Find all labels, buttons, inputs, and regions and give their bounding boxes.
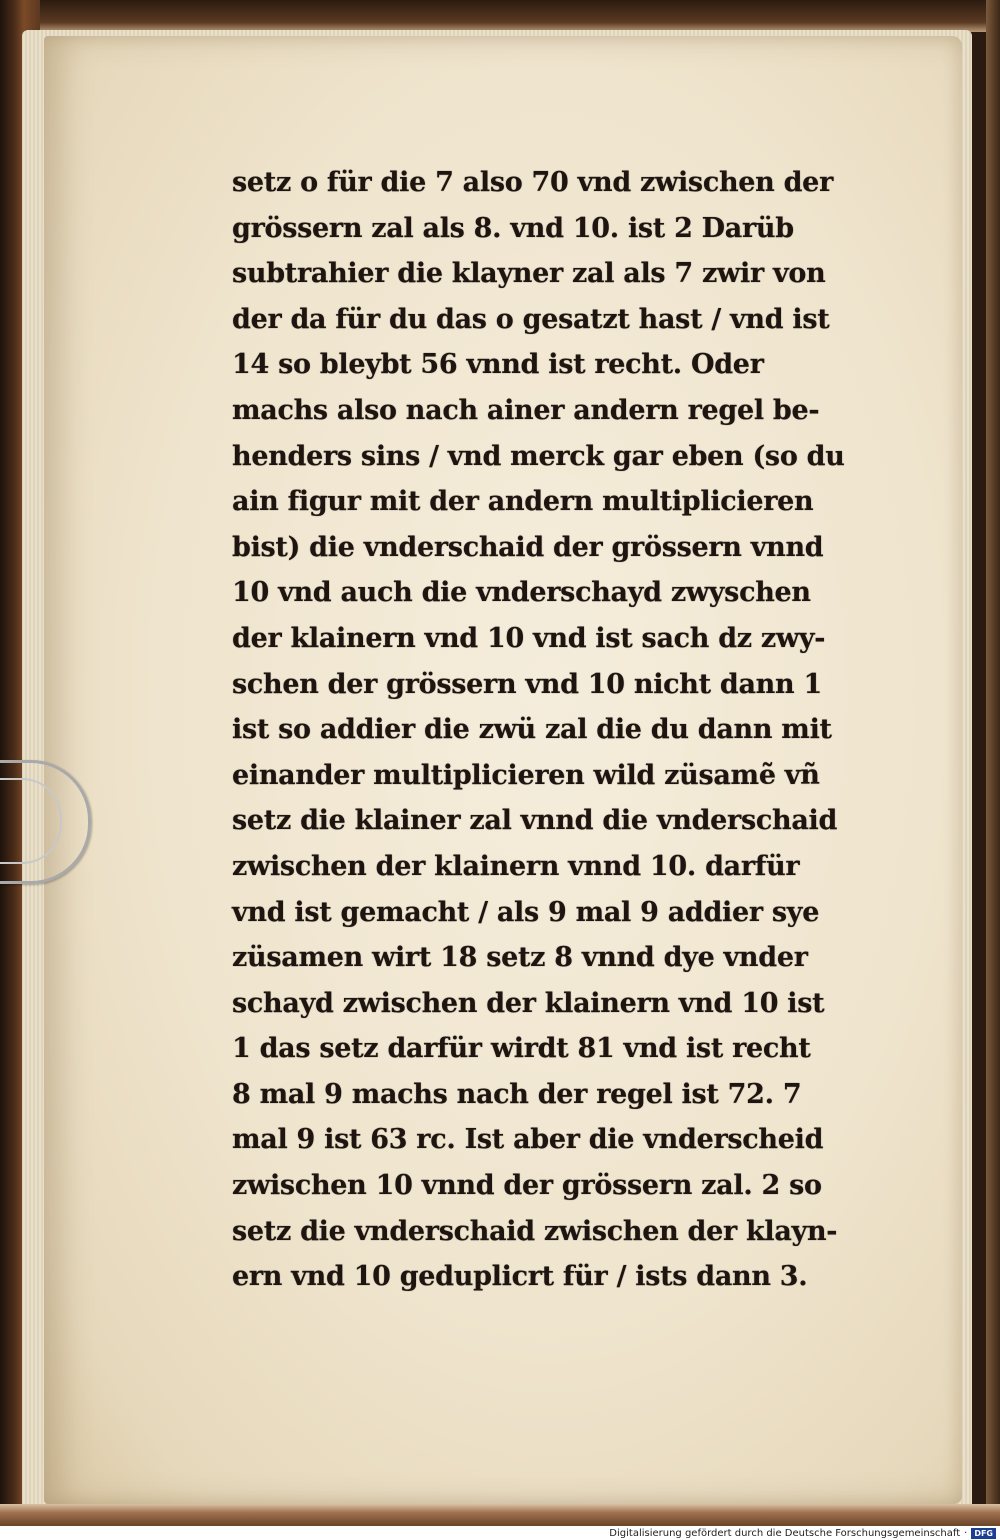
footer-credit-text: Digitalisierung gefördert durch die Deutsche Forschungsgemeinschaft <box>609 1527 961 1539</box>
text-line: einander multiplicieren wild züsamẽ vñ <box>232 759 820 791</box>
footer-credit: Digitalisierung gefördert durch die Deutsche Forschungsgemeinschaft · DFG <box>603 1526 1000 1540</box>
book-cover-edge <box>986 0 1000 1526</box>
text-line: zwischen 10 vnnd der grössern zal. 2 so <box>232 1170 822 1202</box>
text-line: 10 vnd auch die vnderschayd zwyschen <box>232 577 811 609</box>
text-line: 1 das setz darfür wirdt 81 vnd ist recht <box>232 1033 811 1065</box>
text-line: setz die vnderschaid zwischen der klayn- <box>232 1215 838 1247</box>
text-line: 14 so bleybt 56 vnnd ist recht. Oder <box>232 349 764 381</box>
text-line: machs also nach ainer andern regel be- <box>232 394 820 426</box>
text-line: der klainern vnd 10 vnd ist sach dz zwy- <box>232 622 826 654</box>
text-line: züsamen wirt 18 setz 8 vnnd dye vnder <box>232 942 808 974</box>
text-line: henders sins / vnd merck gar eben (so du <box>232 440 845 472</box>
text-line: zwischen der klainern vnnd 10. darfür <box>232 850 800 882</box>
dfg-logo-icon: DFG <box>971 1528 996 1539</box>
text-line: mal 9 ist 63 rc. Ist aber die vnderscheid <box>232 1124 824 1156</box>
text-line: 8 mal 9 machs nach der regel ist 72. 7 <box>232 1078 802 1110</box>
text-line: ist so addier die zwü zal die du dann mit <box>232 714 832 746</box>
text-line: vnd ist gemacht / als 9 mal 9 addier sye <box>232 896 820 928</box>
page-text-block <box>232 160 904 1300</box>
text-line: ern vnd 10 geduplicrt für / ists dann 3. <box>232 1261 808 1293</box>
text-line: schen der grössern vnd 10 nicht dann 1 <box>232 668 822 700</box>
book-top-edge <box>0 0 1000 32</box>
text-line: bist) die vnderschaid der grössern vnnd <box>232 531 824 563</box>
text-line: schayd zwischen der klainern vnd 10 ist <box>232 987 825 1019</box>
text-line: setz die klainer zal vnnd die vnderschaid <box>232 805 838 837</box>
text-line: grössern zal als 8. vnd 10. ist 2 Darüb <box>232 212 794 244</box>
text-line: ain figur mit der andern multiplicieren <box>232 486 814 518</box>
text-line: setz o für die 7 also 70 vnd zwischen der <box>232 167 833 198</box>
text-line: subtrahier die klayner zal als 7 zwir von <box>232 258 826 290</box>
book-bottom-edge <box>0 1504 1000 1526</box>
text-line: der da für du das o gesatzt hast / vnd ist <box>232 303 830 335</box>
